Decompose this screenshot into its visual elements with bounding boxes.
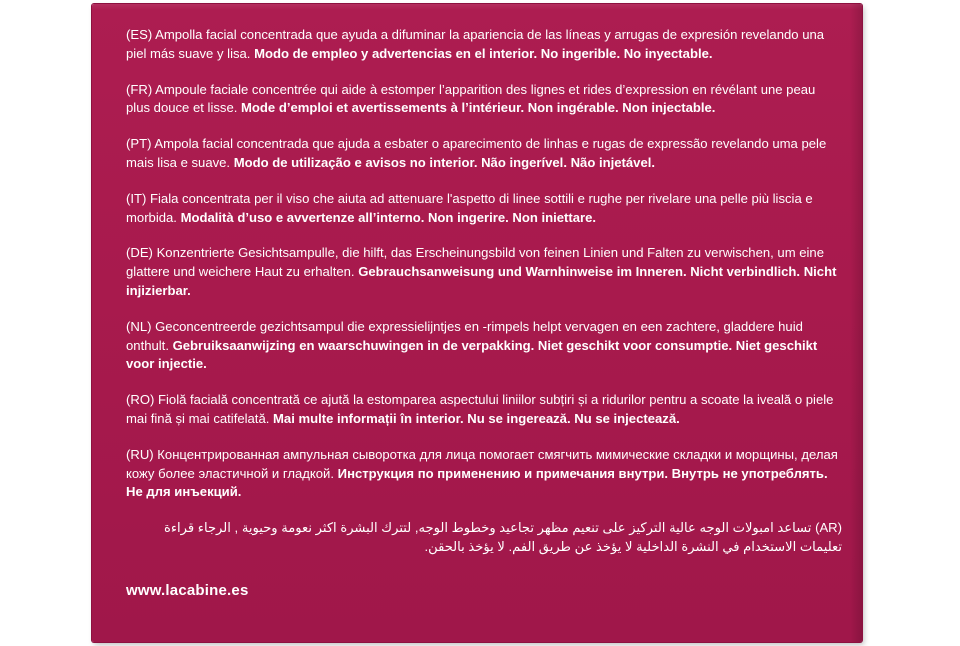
- warning-text: Modo de utilização e avisos no interior. Não ingerível. Não injetável.: [233, 154, 656, 170]
- paragraph-fr: [126, 81, 842, 119]
- paragraph-es: [126, 26, 842, 64]
- lang-code: (IT): [126, 190, 147, 206]
- paragraph-ro: [126, 391, 842, 429]
- paragraph-ar: [126, 519, 842, 557]
- lang-code: (ES): [126, 27, 153, 42]
- lang-code: (RO): [126, 392, 155, 408]
- warning-text: Gebruiksaanwijzing en waarschuwingen in de verpakking. Niet geschikt voor consumptie. Niet geschikt voor injectie.: [126, 337, 818, 372]
- description-text: Концентрированная ампульная сыворотка для лица помогает смягчить мимические складки и морщины, делая кожу более эластичной и гладкой.: [126, 446, 838, 481]
- warning-text: Modalità d’uso e avvertenze all’interno. Non ingerire. Non iniettare.: [180, 209, 597, 225]
- warning-text: Modo de empleo y advertencias en el interior. No ingerible. No inyectable.: [254, 45, 713, 61]
- lang-code: (FR): [126, 81, 153, 97]
- warning-text: Mai multe informații în interior. Nu se ingerează. Nu se injectează.: [273, 410, 680, 426]
- paragraph-de: [126, 244, 842, 300]
- website-url: www.lacabine.es: [126, 582, 249, 599]
- lang-code: (NL): [126, 318, 152, 334]
- paragraph-pt: [126, 135, 842, 173]
- description-text: تساعد امبولات الوجه عالية التركيز على تنعيم مظهر تجاعيد وخطوط الوجه, لتترك البشرة اكثر نعومة وحيوية , الرجاء قراءة تعليمات الاستخدام في النشرة الداخلية لا يؤخذ عن طريق الفم. لا يؤخذ بالحقن.: [164, 520, 842, 554]
- warning-text: Gebrauchsanweisung und Warnhinweise im Inneren. Nicht verbindlich. Nicht injizierbar.: [126, 264, 837, 298]
- lang-code: (PT): [126, 136, 152, 152]
- label-text-block: [126, 26, 842, 557]
- description-text: Geconcentreerde gezichtsampul die expressielijntjes en -rimpels helpt vervagen en een zachtere, gladdere huid onthult.: [126, 318, 803, 353]
- warning-text: Инструкция по применению и примечания внутри. Внутрь не употреблять. Не для инъекций.: [126, 465, 828, 500]
- product-box-back: [92, 4, 862, 642]
- description-text: Fiala concentrata per il viso che aiuta ad attenuare l'aspetto di linee sottili e rughe per rivelare una pelle più liscia e morbida.: [126, 190, 813, 225]
- lang-code: (DE): [126, 245, 153, 261]
- description-text: Ampoule faciale concentrée qui aide à estomper l’apparition des lignes et rides d’expression en révélant une peau plus douce et lisse.: [126, 81, 816, 116]
- description-text: Konzentrierte Gesichtsampulle, die hilft, das Erscheinungsbild von feinen Linien und Falten zu verwischen, um eine glattere und weichere Haut zu erhalten.: [126, 245, 824, 280]
- description-text: Ampola facial concentrada que ajuda a esbater o aparecimento de linhas e rugas de expressão revelando uma pele mais lisa e suave.: [126, 136, 827, 170]
- lang-code: (AR): [815, 520, 842, 536]
- paragraph-it: [126, 190, 842, 228]
- warning-text: Mode d’emploi et avertissements à l’intérieur. Non ingérable. Non injectable.: [241, 100, 716, 116]
- description-text: Fiolă facială concentrată ce ajută la estomparea aspectului liniilor subțiri și a ridurilor pentru a scoate la iveală o piele mai fină și mai catifelată.: [126, 392, 834, 426]
- paragraph-ru: [126, 446, 842, 502]
- lang-code: (RU): [126, 446, 154, 462]
- description-text: Ampolla facial concentrada que ayuda a difuminar la apariencia de las líneas y arrugas de expresión revelando una piel más suave y lisa.: [126, 27, 825, 61]
- paragraph-nl: [126, 318, 842, 374]
